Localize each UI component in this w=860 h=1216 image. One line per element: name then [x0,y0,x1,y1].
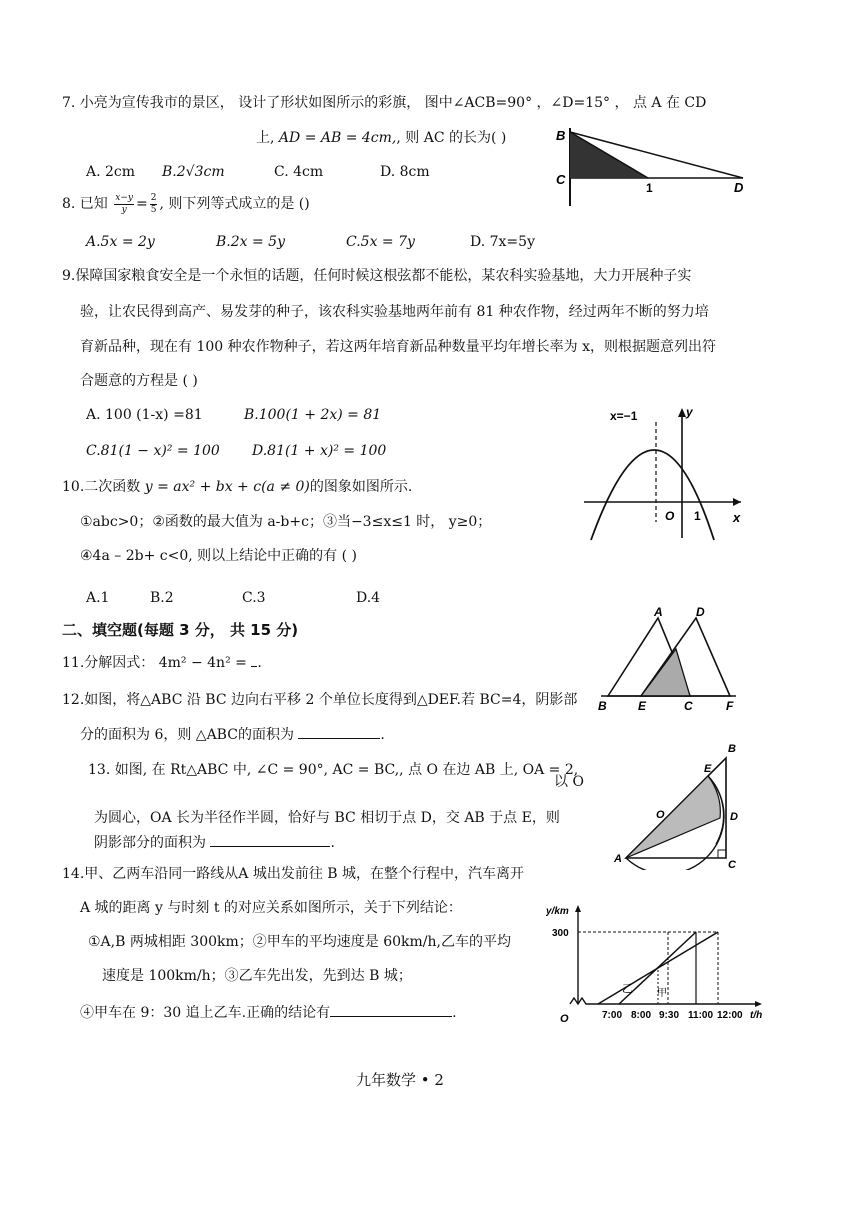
q12-label-f: F [726,699,734,713]
q14-blank [330,1002,452,1017]
q7-option-d: D. 8cm [380,164,430,180]
q10-option-c: C.3 [242,590,266,606]
q9-option-a: A. 100 (1-x) =81 [86,407,203,423]
q13-text-tail: . [330,835,335,851]
q13-line1b: 以 O [554,774,584,790]
q14-line4: 速度是 100km/h；③乙车先出发，先到达 B 城； [102,968,412,984]
q10-option-a: A.1 [86,590,110,606]
q13-label-c: C [728,859,736,870]
q12-text: 分的面积为 6，则 △ABC的面积为 [80,727,299,743]
q13-text: 阴影部分的面积为 [94,835,211,851]
q14-tick-3: 11:00 [688,1010,714,1021]
q7-line2 [256,128,506,148]
q12-label-d: D [696,605,705,619]
q8-option-b: B.2x = 5y [216,234,285,250]
q7-text: , 则 AC 的长为( ) [396,130,507,146]
q13-label-a: A [614,853,622,865]
q10-parabola-figure [576,402,748,542]
q7-label-b: B [556,128,566,143]
q13-blank [210,832,330,847]
q9-line1: 9.保障国家粮食安全是一个永恒的话题，任何时候这根弦都不能松，某农科实验基地，大力开展种子实 [62,268,692,284]
q9-line3: 育新品种，现在有 100 种农作物种子，若这两年培育新品种数量平均年增长率为 x，则根据题意列出符 [80,339,716,355]
q12-line2 [80,724,385,745]
q12-figure [596,604,740,714]
q14-line2: A 城的距离 y 与时刻 t 的对应关系如图所示，关于下列结论： [80,900,462,916]
q11-stem [62,652,262,673]
q14-y300: 300 [552,928,569,939]
q14-tick-0: 7:00 [602,1010,623,1021]
q8-option-d: D. 7x=5y [470,234,535,250]
q14-line5 [80,1002,457,1023]
q13-label-o: O [656,809,665,821]
q11-text-tail: . [257,655,262,671]
q14-tick-4: 12:00 [717,1010,743,1021]
q8-frac-num: x−y [115,192,133,203]
q13-label-e: E [704,763,712,775]
q7-label-d: D [734,180,744,195]
q14-t-unit: t/h [750,1010,763,1021]
q7-option-b: B.2√3cm [162,164,225,180]
q14-text-tail: . [452,1005,457,1021]
q7-text: 上, [256,130,279,146]
q10-one-label: 1 [694,509,701,523]
q11-text: 11.分解因式： 4m² − 4n² = [62,655,252,671]
q10-option-d: D.4 [356,590,381,606]
q10-axis-label: x=−1 [610,409,638,423]
q9-line4: 合题意的方程是 ( ) [80,373,198,389]
q10-y-label: y [686,405,693,419]
q13-label-b: B [728,743,736,755]
q14-y-label: y/km [546,906,569,917]
q13-line3 [94,832,335,853]
q14-line3: ①A,B 两城相距 300km；②甲车的平均速度是 60km/h,乙车的平均 [88,934,511,950]
q10-origin-label: O [665,509,675,523]
q10-option-b: B.2 [150,590,174,606]
section-title: 二、填空题(每题 3 分， 共 15 分) [62,621,299,639]
q13-line1: 13. 如图, 在 Rt△ABC 中, ∠C = 90°, AC = BC,, 点 O 在边 AB 上, OA = 2, [88,762,579,778]
q10-line2: ①abc>0；②函数的最大值为 a-b+c；③当−3≤x≤1 时， y≥0； [80,514,492,530]
q10-line3: ④4a – 2b+ c<0, 则以上结论中正确的有 ( ) [80,548,357,564]
q8-option-c: C.5x = 7y [346,234,415,250]
q14-label-jia: 甲 [657,988,667,999]
q14-origin: O [560,1013,569,1025]
q12-label-e: E [638,699,647,713]
q7-option-a: A. 2cm [86,164,136,180]
q13-line2: 为圆心，OA 长为半径作半圆，恰好与 BC 相切于点 D，交 AB 于点 E，则 [94,810,560,826]
q14-chart [546,900,772,1026]
q7-option-c: C. 4cm [274,164,324,180]
page-footer: 九年数学 • 2 [356,1071,444,1089]
q14-tick-1: 8:00 [631,1010,652,1021]
q8-frac2-num: 2 [150,192,157,203]
q12-label-c: C [684,699,693,713]
q14-line1: 14.甲、乙两车沿同一路线从A 城出发前往 B 城，在整个行程中，汽车离开 [62,866,525,882]
q8-frac-den: y [121,204,127,215]
q8-eq: = [135,196,148,212]
q8-fraction [114,193,134,216]
q8-text: 8. 已知 [62,196,108,212]
q7-figure [548,124,768,210]
q7-label-a: 1 [646,181,653,195]
q13-label-d: D [730,811,738,823]
q7-formula: AD = AB = 4cm, [278,130,397,146]
q10-text: 的图象如图所示. [309,479,413,495]
q12-line1: 12.如图，将△ABC 沿 BC 边向右平移 2 个单位长度得到△DEF.若 BC=4，阴影部 [62,692,578,708]
q8-text: , 则下列等式成立的是 () [159,196,310,212]
q14-tick-2: 9:30 [659,1010,680,1021]
q13-figure [612,738,748,870]
q8-fraction-2 [150,193,158,216]
q9-option-d: D.81(1 + x)² = 100 [252,443,387,459]
q12-blank [298,724,380,739]
q10-x-label: x [733,510,741,525]
q12-label-a: A [654,605,663,619]
q9-option-c: C.81(1 − x)² = 100 [86,443,220,459]
q9-line2: 验，让农民得到高产、易发芽的种子，该农科实验基地两年前有 81 种农作物，经过两年不断的努力培 [80,304,709,320]
q8-stem [62,190,310,218]
q7-line1: 7. 小亮为宣传我市的景区， 设计了形状如图所示的彩旗， 图中∠ACB=90° ，∠D=15° ， 点 A 在 CD [62,95,707,111]
q14-label-yi: 乙 [622,983,633,995]
q9-option-b: B.100(1 + 2x) = 81 [244,407,382,423]
q8-frac2-den: 5 [150,204,157,215]
q14-text: ④甲车在 9：30 追上乙车.正确的结论有 [80,1005,331,1021]
q7-label-c: C [556,172,566,187]
q12-label-b: B [598,699,607,713]
q12-text-tail: . [380,727,385,743]
q10-stem [62,477,412,497]
q8-option-a: A.5x = 2y [86,234,155,250]
q10-formula: y = ax² + bx + c(a ≠ 0) [144,479,310,495]
q10-text: 10.二次函数 [62,479,145,495]
